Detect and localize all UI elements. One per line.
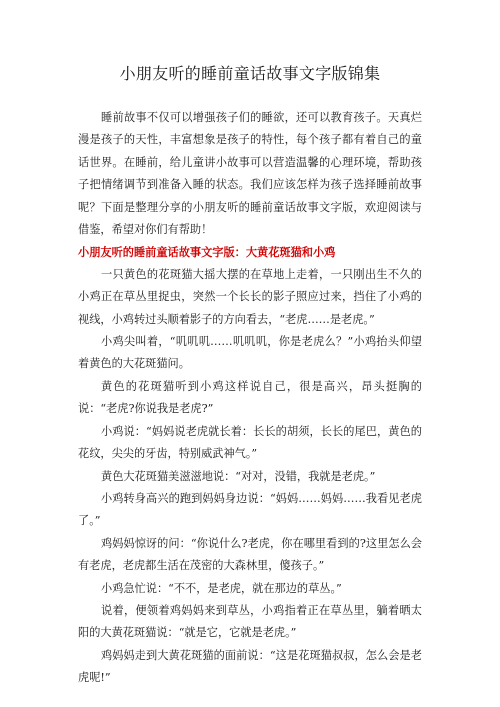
story-paragraph: 鸡妈妈惊讶的问：“你说什么?老虎，你在哪里看到的?这里怎么会有老虎，老虎都生活在茂密的大森林里，傻孩子。” <box>78 536 422 573</box>
story-paragraph: 鸡妈妈走到大黄花斑猫的面前说：“这是花斑猫叔叔，怎么会是老虎呢!” <box>78 648 422 685</box>
story-paragraph: 小鸡急忙说：“不不，是老虎，就在那边的草丛。” <box>101 581 342 595</box>
story-paragraph: 黄色的花斑猫听到小鸡这样说自己，很是高兴，昂头挺胸的说：“老虎?你说我是老虎?” <box>78 379 422 416</box>
document-title: 小朋友听的睡前童话故事文字版锦集 <box>119 64 381 83</box>
story-paragraph: 说着，便领着鸡妈妈来到草丛，小鸡指着正在草丛里，躺着晒太阳的大黄花斑猫说：“就是它，它就是老虎。” <box>78 603 422 640</box>
intro-paragraph: 睡前故事不仅可以增强孩子们的睡欲，还可以教育孩子。天真烂漫是孩子的天性，丰富想象是孩子的特性，每个孩子都有着自己的童话世界。在睡前，给儿童讲小故事可以营造温馨的心理环境，帮助孩子把情绪调节到准备入睡的状态。我们应该怎样为孩子选择睡前故事呢？下面是整理分享的小朋友听的睡前童话故事文字版，欢迎阅读与借鉴，希望对你们有帮助！ <box>78 111 422 237</box>
story-paragraph: 黄色大花斑猫美滋滋地说：“对对，没错，我就是老虎。” <box>101 469 376 483</box>
story-paragraph: 小鸡说：“妈妈说老虎就长着：长长的胡须，长长的尾巴，黄色的花纹，尖尖的牙齿，特别威武神气。” <box>78 424 422 461</box>
story-paragraph: 一只黄色的花斑猫大摇大摆的在草地上走着，一只刚出生不久的小鸡正在草丛里捉虫，突然一个长长的影子照应过来，挡住了小鸡的视线，小鸡转过头顺着影子的方向看去，“老虎……是老虎。” <box>78 267 422 326</box>
story-paragraph: 小鸡尖叫着，“叽叽叽……叽叽叽，你是老虎么？”小鸡抬头仰望着黄色的大花斑猫问。 <box>78 335 422 371</box>
story-title: 小朋友听的睡前童话故事文字版：大黄花斑猫和小鸡 <box>78 245 336 260</box>
story-paragraph: 小鸡转身高兴的跑到妈妈身边说：“妈妈……妈妈……我看见老虎了。” <box>78 491 422 528</box>
